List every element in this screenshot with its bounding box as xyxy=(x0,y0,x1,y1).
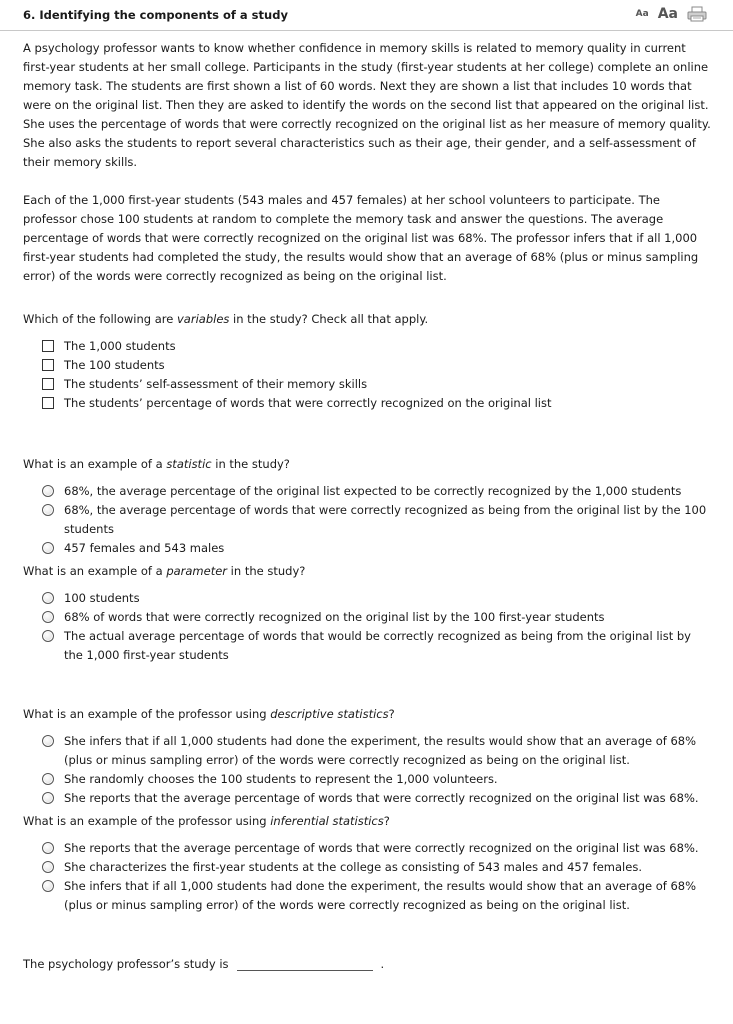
question-body xyxy=(23,39,713,974)
option-label: She randomly chooses the 100 students to represent the 1,000 volunteers. xyxy=(64,772,498,786)
radio-button[interactable] xyxy=(42,592,54,604)
option-label: She characterizes the first-year students at the college as consisting of 543 males and 457 females. xyxy=(64,860,642,874)
checkbox-option[interactable] xyxy=(42,394,713,413)
q2-suffix: in the study? xyxy=(211,457,290,471)
toolbar xyxy=(636,6,707,22)
radio-option[interactable] xyxy=(42,877,713,915)
radio-option[interactable] xyxy=(42,608,713,627)
radio-option[interactable] xyxy=(42,627,713,665)
print-icon[interactable] xyxy=(687,6,707,22)
q1-prefix: Which of the following are xyxy=(23,312,177,326)
option-label: She infers that if all 1,000 students had done the experiment, the results would show that an average of 68% (plus or minus sampling error) of the words were correctly recognized as being on the original list. xyxy=(64,734,697,767)
q5-prefix: What is an example of the professor using xyxy=(23,814,271,828)
radio-button[interactable] xyxy=(42,842,54,854)
q1-suffix: in the study? Check all that apply. xyxy=(229,312,429,326)
option-label: 68% of words that were correctly recognized on the original list by the 100 first-year students xyxy=(64,610,605,624)
inferential-statistics-question xyxy=(23,812,713,831)
checkbox[interactable] xyxy=(42,359,54,371)
q2-prefix: What is an example of a xyxy=(23,457,167,471)
checkbox-option[interactable] xyxy=(42,337,713,356)
radio-button[interactable] xyxy=(42,792,54,804)
inferential-options xyxy=(23,839,713,915)
statistic-question xyxy=(23,455,713,474)
q3-prefix: What is an example of a xyxy=(23,564,167,578)
q3-suffix: in the study? xyxy=(227,564,306,578)
statistic-options xyxy=(23,482,713,558)
q3-emph: parameter xyxy=(166,564,228,578)
checkbox[interactable] xyxy=(42,340,54,352)
scenario-paragraph-2: Each of the 1,000 first-year students (543 males and 457 females) at her school volunteers to participate. The professor chose 100 students at random to complete the memory task and answer the questions. The average percentage of words that were correctly recognized on the original list was 68%. The professor infers that if all 1,000 first-year students had completed the study, the results would show that an average of 68% (plus or minus sampling error) of the words were correctly recognized as being on the original list. xyxy=(23,193,699,283)
radio-button[interactable] xyxy=(42,735,54,747)
radio-button[interactable] xyxy=(42,611,54,623)
checkbox-option[interactable] xyxy=(42,375,713,394)
radio-option[interactable] xyxy=(42,501,713,539)
radio-button[interactable] xyxy=(42,542,54,554)
option-label: She infers that if all 1,000 students had done the experiment, the results would show that an average of 68% (plus or minus sampling error) of the words were correctly recognized as being on the original list. xyxy=(64,879,697,912)
radio-option[interactable] xyxy=(42,839,713,858)
radio-option[interactable] xyxy=(42,789,713,808)
radio-option[interactable] xyxy=(42,482,713,501)
parameter-question xyxy=(23,562,713,581)
radio-button[interactable] xyxy=(42,773,54,785)
q4-prefix: What is an example of the professor using xyxy=(23,707,271,721)
study-type-dropdown[interactable] xyxy=(237,957,373,971)
option-label: The 100 students xyxy=(64,358,165,372)
radio-option[interactable] xyxy=(42,732,713,770)
checkbox[interactable] xyxy=(42,378,54,390)
decrease-font-button[interactable]: Aa xyxy=(635,9,649,19)
descriptive-statistics-question xyxy=(23,705,713,724)
variables-options xyxy=(23,337,713,413)
radio-option[interactable] xyxy=(42,539,713,558)
option-label: 68%, the average percentage of the original list expected to be correctly recognized by the 1,000 students xyxy=(64,484,682,498)
radio-button[interactable] xyxy=(42,630,54,642)
option-label: 68%, the average percentage of words that were correctly recognized as being from the original list by the 100 students xyxy=(64,503,707,536)
variables-question xyxy=(23,310,713,329)
option-label: She reports that the average percentage of words that were correctly recognized on the original list was 68%. xyxy=(64,791,699,805)
radio-option[interactable] xyxy=(42,589,713,608)
study-type-question xyxy=(23,955,713,974)
option-label: The students’ self-assessment of their memory skills xyxy=(64,377,368,391)
checkbox[interactable] xyxy=(42,397,54,409)
q5-emph: inferential statistics xyxy=(270,814,384,828)
q1-emph: variables xyxy=(177,312,230,326)
option-label: The students’ percentage of words that were correctly recognized on the original list xyxy=(64,396,552,410)
q5-suffix: ? xyxy=(383,814,390,828)
radio-option[interactable] xyxy=(42,770,713,789)
parameter-options xyxy=(23,589,713,665)
radio-button[interactable] xyxy=(42,485,54,497)
scenario-paragraph-1: A psychology professor wants to know whether confidence in memory skills is related to memory quality in current first-year students at her small college. Participants in the study (first-year students at her college) complete an online memory task. The students are first shown a list of 60 words. Next they are shown a list that includes 10 words that were on the original list. Then they are asked to identify the words on the second list that appeared on the original list. She uses the percentage of words that were correctly recognized on the original list as her measure of memory quality. She also asks the students to report several characteristics such as their age, their gender, and a self-assessment of their memory skills. xyxy=(23,41,711,169)
radio-button[interactable] xyxy=(42,504,54,516)
option-label: The actual average percentage of words that would be correctly recognized as being from the original list by the 1,000 first-year students xyxy=(64,629,691,662)
option-label: She reports that the average percentage of words that were correctly recognized on the original list was 68%. xyxy=(64,841,699,855)
option-label: The 1,000 students xyxy=(64,339,176,353)
increase-font-button[interactable]: Aa xyxy=(657,6,678,22)
q4-emph: descriptive statistics xyxy=(270,707,389,721)
descriptive-options xyxy=(23,732,713,808)
radio-option[interactable] xyxy=(42,858,713,877)
q6-prefix: The psychology professor’s study is xyxy=(23,957,229,971)
question-title: 6. Identifying the components of a study xyxy=(23,8,288,22)
q2-emph: statistic xyxy=(166,457,212,471)
q6-suffix: . xyxy=(380,957,385,971)
option-label: 100 students xyxy=(64,591,140,605)
checkbox-option[interactable] xyxy=(42,356,713,375)
radio-button[interactable] xyxy=(42,861,54,873)
q4-suffix: ? xyxy=(388,707,395,721)
question-header xyxy=(0,0,733,31)
option-label: 457 females and 543 males xyxy=(64,541,225,555)
radio-button[interactable] xyxy=(42,880,54,892)
